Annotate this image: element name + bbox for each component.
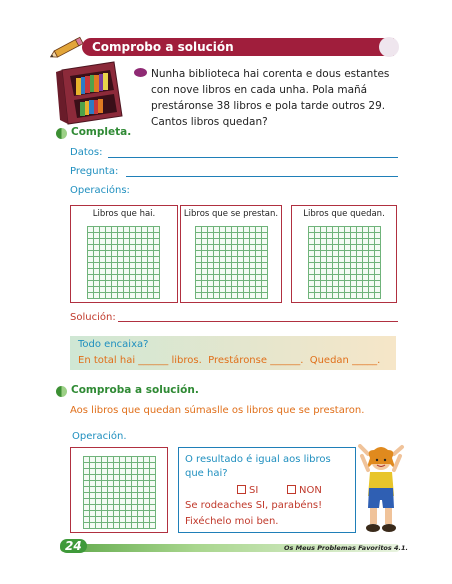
section-marker-icon bbox=[56, 386, 67, 397]
completa-heading: Completa. bbox=[71, 126, 132, 138]
comproba-instruction: Aos libros que quedan súmaslle os libros que se prestaron. bbox=[70, 405, 365, 416]
well-done-text: Fixéchelo moi ben. bbox=[185, 516, 279, 527]
datos-answer-line[interactable] bbox=[108, 157, 398, 158]
problem-statement: Nunha biblioteca hai corenta e dous estantes con nove libros en cada unha. Pola mañá prestáronse 38 libros e pola tarde outros 29. Cantos libros quedan? bbox=[151, 68, 390, 128]
pencil-icon bbox=[50, 36, 86, 58]
comproba-heading: Comproba a solución. bbox=[71, 384, 199, 396]
option-no[interactable] bbox=[287, 484, 322, 498]
check-fill-line[interactable]: En total hai ______ libros. Prestáronse ______. Quedan _____. bbox=[78, 355, 381, 366]
grid-squares[interactable] bbox=[87, 226, 160, 299]
operation-box-label: Libros que hai. bbox=[92, 209, 156, 219]
check-title: Todo encaixa? bbox=[78, 339, 149, 350]
operation-box-libros-hai[interactable] bbox=[70, 205, 178, 303]
operation-box-check[interactable] bbox=[70, 447, 168, 533]
option-no-label: NON bbox=[299, 485, 322, 496]
grid-squares[interactable] bbox=[308, 226, 381, 299]
congrats-text: Se rodeaches SI, parabéns! bbox=[185, 500, 323, 511]
operacion-label: Operación. bbox=[72, 431, 127, 442]
girl-illustration bbox=[356, 444, 406, 536]
bullet-icon bbox=[134, 68, 147, 77]
bookshelf-illustration bbox=[56, 60, 128, 126]
section-marker-icon bbox=[56, 128, 67, 139]
page-number: 24 bbox=[60, 539, 87, 553]
result-question-box bbox=[178, 447, 356, 533]
operacions-label: Operacións: bbox=[70, 185, 130, 196]
book-title: Os Meus Problemas Favoritos 4.1. bbox=[284, 544, 409, 552]
operation-box-label: Libros que se prestan. bbox=[183, 209, 279, 219]
datos-label: Datos: bbox=[70, 147, 103, 158]
pregunta-answer-line[interactable] bbox=[126, 176, 398, 177]
section-heading-title: Comprobo a solución bbox=[92, 40, 234, 54]
operation-box-libros-prestan[interactable] bbox=[180, 205, 282, 303]
solucion-answer-line[interactable] bbox=[118, 321, 398, 322]
grid-squares[interactable] bbox=[83, 456, 156, 529]
checkbox-yes[interactable] bbox=[237, 485, 246, 494]
pregunta-label: Pregunta: bbox=[70, 166, 119, 177]
operation-box-label: Libros que quedan. bbox=[303, 209, 385, 219]
result-question: O resultado é igual aos libros que hai? bbox=[185, 454, 331, 479]
operation-box-libros-quedan[interactable] bbox=[291, 205, 397, 303]
option-yes-label: SI bbox=[249, 485, 259, 496]
header-cap bbox=[379, 37, 399, 57]
checkbox-no[interactable] bbox=[287, 485, 296, 494]
option-yes[interactable] bbox=[237, 484, 258, 498]
solucion-label: Solución: bbox=[70, 312, 116, 323]
grid-squares[interactable] bbox=[195, 226, 268, 299]
